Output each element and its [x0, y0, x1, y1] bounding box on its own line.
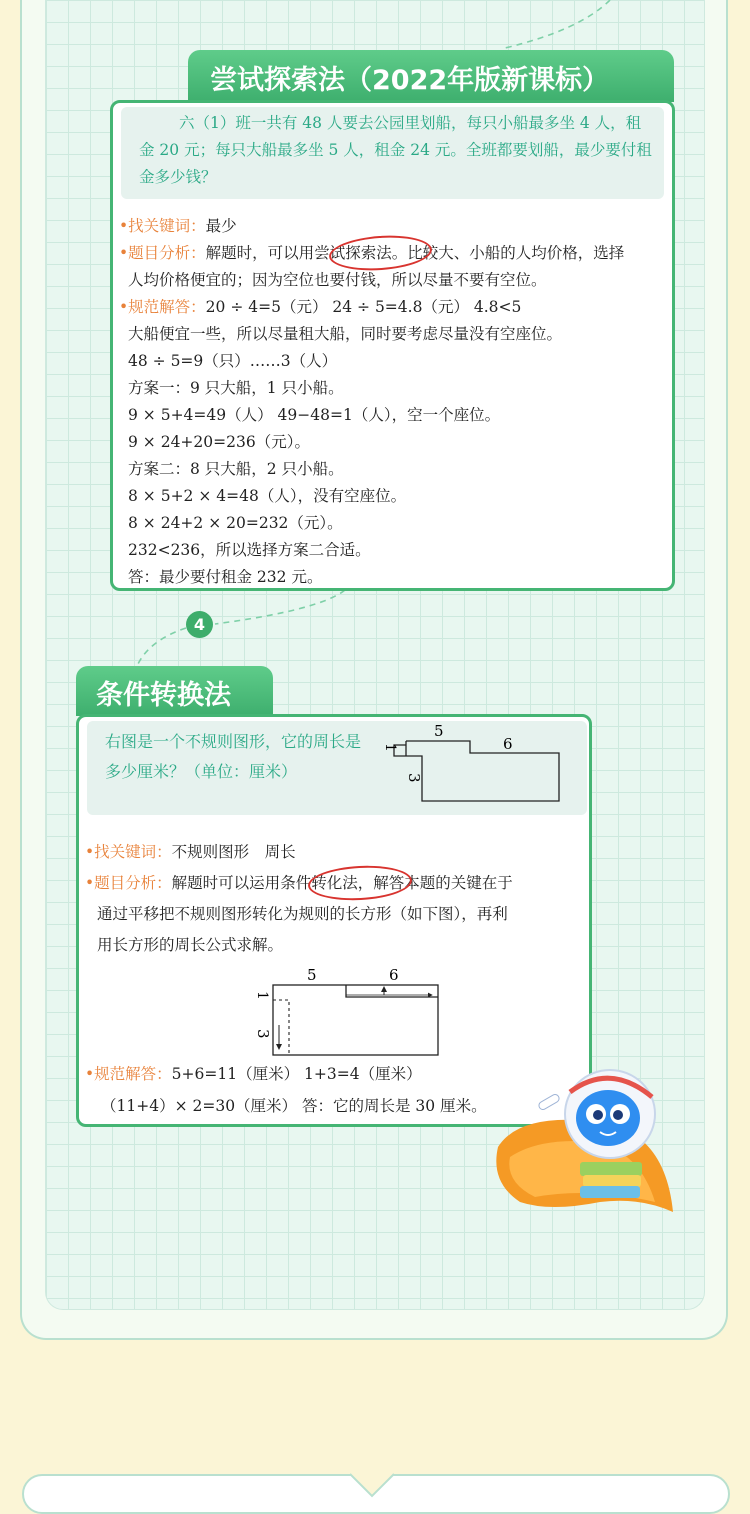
analysis-label: 题目分析： [94, 874, 172, 892]
solution-line: 9 × 5+4=49（人） 49−48=1（人），空一个座位。 [128, 406, 501, 424]
bullet-dot: • [85, 1065, 95, 1083]
section-tab-condition-method: 条件转换法 [76, 666, 273, 716]
solution-first-line: 5+6=11（厘米） 1+3=4（厘米） [171, 1065, 422, 1083]
solution-line: 48 ÷ 5=9（只）……3（人） [128, 352, 338, 370]
question-text: 右图是一个不规则图形，它的周长是多少厘米？（单位：厘米） [105, 732, 362, 781]
keyword-row [85, 842, 296, 862]
solution-first-line: 20 ÷ 4=5（元） 24 ÷ 5=4.8（元） 4.8<5 [205, 298, 522, 316]
bullet-dot: • [85, 874, 95, 892]
answer-line: 答：最少要付租金 232 元。 [128, 568, 323, 586]
keyword-value: 最少 [205, 217, 237, 235]
analysis-line-2: 通过平移把不规则图形转化为规则的长方形（如下图），再利 [97, 905, 508, 923]
solution-label: 规范解答： [94, 1065, 172, 1083]
analysis-text-post: 比较大、小船的人均价格，选择 [407, 244, 625, 262]
solution-row [119, 297, 521, 317]
analysis-text-post: ，解答本题的关键在于 [357, 874, 513, 892]
bullet-dot: • [85, 843, 95, 861]
card-notch [350, 1472, 400, 1502]
analysis-method: 条件转化法 [280, 874, 358, 892]
keyword-label: 找关键词： [128, 217, 206, 235]
solution-line: 8 × 5+2 × 4=48（人），没有空座位。 [128, 487, 407, 505]
translated-rectangle-figure [244, 965, 444, 1060]
solution-line: 9 × 24+20=236（元）。 [128, 433, 310, 451]
solution-label: 规范解答： [128, 298, 206, 316]
bullet-dot: • [119, 217, 129, 235]
label-right: 6 [389, 966, 399, 984]
keyword-label: 找关键词： [94, 843, 172, 861]
solution-line: 大船便宜一些，所以尽量租大船，同时要考虑尽量没有空座位。 [128, 325, 563, 343]
mascot-robot-illustration [490, 1062, 680, 1232]
solution-row [85, 1064, 422, 1084]
solution-line: 8 × 24+2 × 20=232（元）。 [128, 514, 343, 532]
section-tab-trial-method: 尝试探索法（2022年版新课标） [188, 50, 674, 102]
irregular-shape-figure [377, 721, 577, 811]
analysis-label: 题目分析： [128, 244, 206, 262]
red-circle-highlight [328, 232, 433, 273]
keyword-value: 不规则图形 周长 [171, 843, 296, 861]
label-right: 6 [503, 735, 513, 753]
label-top: 5 [307, 966, 317, 984]
analysis-text-pre: 解题时可以运用 [171, 874, 281, 892]
analysis-row [85, 873, 513, 893]
analysis-text-pre: 解题时，可以用 [205, 244, 315, 262]
analysis-line-2: 人均价格便宜的；因为空位也要付钱，所以尽量不要有空位。 [128, 271, 547, 289]
question-text: 六（1）班一共有 48 人要去公园里划船，每只小船最多坐 4 人，租金 20 元；每只大船最多坐 5 人，租金 24 元。全班都要划船，最少要付租金多少钱？ [121, 107, 664, 199]
step-number-badge: 4 [186, 611, 213, 638]
label-left-big: 3 [254, 1029, 272, 1039]
bullet-dot: • [119, 298, 129, 316]
solution-line: 232<236，所以选择方案二合适。 [128, 541, 371, 559]
analysis-method: 尝试探索法。 [314, 244, 408, 262]
bullet-dot: • [119, 244, 129, 262]
label-left-big: 3 [405, 773, 423, 783]
label-left-small: 1 [254, 991, 270, 1000]
label-left-small: 1 [382, 743, 398, 752]
keyword-row [119, 216, 237, 236]
question-panel [87, 721, 587, 815]
analysis-line-3: 用长方形的周长公式求解。 [97, 936, 284, 954]
section-box-trial-method [110, 100, 675, 591]
red-circle-highlight [307, 863, 413, 902]
label-top: 5 [434, 722, 444, 740]
solution-line: 方案一：9 只大船，1 只小船。 [128, 379, 344, 397]
solution-line: 方案二：8 只大船，2 只小船。 [128, 460, 344, 478]
answer-line: （11+4）× 2=30（厘米） 答：它的周长是 30 厘米。 [101, 1097, 487, 1115]
